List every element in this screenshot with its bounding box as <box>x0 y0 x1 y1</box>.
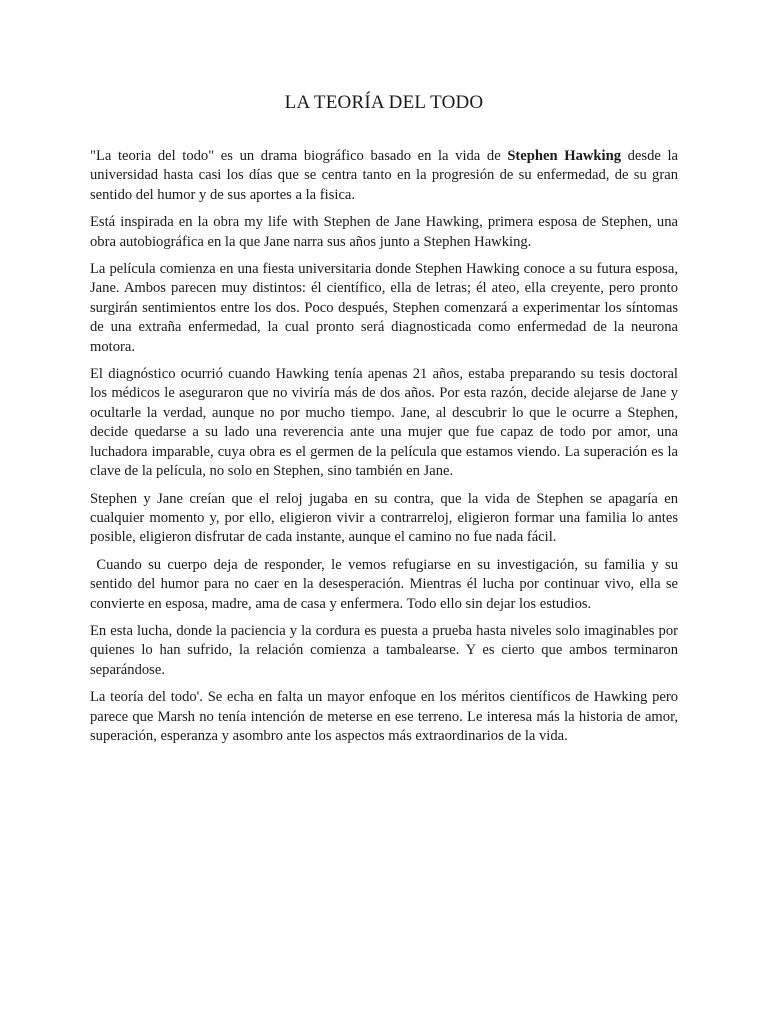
document-title: LA TEORÍA DEL TODO <box>284 92 484 113</box>
paragraph-6: Cuando su cuerpo deja de responder, le vemos refugiarse en su investigación, su familia y su sentido del humor para no caer en la desesperación. Mientras él lucha por continuar vivo, ella se convierte en esposa, madre, ama de casa y enfermera. Todo ello sin dejar los estudios. <box>90 556 682 612</box>
paragraph-1-text-start: "La teoria del todo" es un drama biográfico basado en la vida de <box>90 148 508 164</box>
paragraph-7: En esta lucha, donde la paciencia y la cordura es puesta a prueba hasta niveles solo imaginables por quienes lo han sufrido, la relación comienza a tambalearse. Y es cierto que ambos terminaron separándose. <box>90 622 678 678</box>
document-body <box>90 147 682 754</box>
paragraph-5: Stephen y Jane creían que el reloj jugaba en su contra, que la vida de Stephen se apagaría en cualquier momento y, por ello, eligieron vivir a contrarreloj, eligieron formar una familia lo antes posible, eligieron disfrutar de cada instante, aunque el camino no fue nada fácil. <box>90 490 678 546</box>
paragraph-2: Está inspirada en la obra my life with Stephen de Jane Hawking, primera esposa de Stephen, una obra autobiográfica en la que Jane narra sus años junto a Stephen Hawking. <box>90 214 678 250</box>
paragraph-1-text-end: desde la universidad hasta casi los días que se centra tanto en la progresión de su enfermedad, de su gran sentido del humor y de sus aportes a la fisica. <box>90 148 679 203</box>
paragraph-4: El diagnóstico ocurrió cuando Hawking tenía apenas 21 años, estaba preparando su tesis doctoral los médicos le aseguraron que no viviría más de dos años. Por esta razón, decide alejarse de Jane y ocultarle la verdad, aunque no por mucho tiempo. Jane, al descubrir lo que le ocurre a Stephen, decide quedarse a su lado una reverencia ante una mujer que fue capaz de todo por amor, una luchadora imparable, cuya obra es el germen de la película que estamos viendo. La superación es la clave de la película, no solo en Stephen, sino también en Jane. <box>90 366 678 480</box>
paragraph-1 <box>90 147 678 205</box>
paragraph-8: La teoría del todo'. Se echa en falta un mayor enfoque en los méritos científicos de Hawking pero parece que Marsh no tenía intención de meterse en ese terreno. Le interesa más la historia de amor, superación, esperanza y asombro ante los aspectos más extraordinarios de la vida. <box>90 689 678 744</box>
stephen-hawking-bold-text: Stephen Hawking <box>507 148 621 164</box>
paragraph-3: La película comienza en una fiesta universitaria donde Stephen Hawking conoce a su futura esposa, Jane. Ambos parecen muy distintos: él científico, ella de letras; él ateo, ella creyente, pero pronto surgirán sentimientos entre los dos. Poco después, Stephen comenzará a experimentar los síntomas de una extraña enfermedad, la cual pronto será diagnosticada como enfermedad de la neurona motora. <box>90 261 678 355</box>
